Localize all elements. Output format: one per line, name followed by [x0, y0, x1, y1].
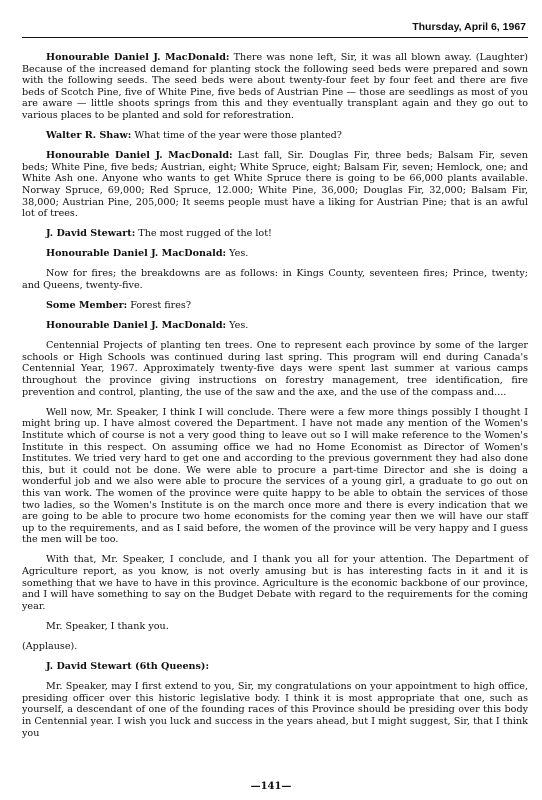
- speaker-name: Walter R. Shaw:: [46, 130, 132, 142]
- paragraph: [22, 661, 528, 673]
- paragraph: [22, 52, 528, 122]
- paragraph-text: Yes.: [226, 320, 249, 332]
- paragraph-text: Well now, Mr. Speaker, I think I will conclude. There were a few more things possibly I thought I might bring up. I have almost covered the Department. I have not made any mention of the Women's Institute which of course is not a very good thing to leave out so I will make reference to the Women's Institute in this respect. On assuming office we had no Home Economist as Director of Women's Institutes. We tried very hard to get one and according to the previous government they had also done this, but it could not be done. We were able to procure a part-time Director and she is doing a wonderful job and we also were able to procure the services of a young girl, a graduate to go out on this van work. The women of the province were quite happy to be able to obtain the services of those two ladies, so the Women's Institute is on the march once more and there is every indication that we are going to be able to procure two home economists for the coming year then we will have our staff up to the requirements, and as I said before, the women of the province will be very happy and I guess the men will be too.: [22, 406, 528, 546]
- speaker-name: J. David Stewart (6th Queens):: [46, 661, 209, 673]
- paragraph-text: There was none left, Sir, it was all blown away. (Laughter) Because of the increased demand for planting stock the following seed beds were prepared and sown with the following seeds. The seed beds were about twenty-four feet by four feet and there are five beds of Scotch Pine, five of White Pine, five beds of Austrian Pine — those are seedlings as most of you are aware — little shoots springs from this and they eventually transplant again and they go out to various places to be planted and sold for reforestration.: [22, 52, 528, 121]
- paragraph-text: Yes.: [226, 248, 249, 260]
- speaker-name: Honourable Daniel J. MacDonald:: [46, 248, 227, 260]
- paragraph-text: Mr. Speaker, I thank you.: [46, 620, 169, 632]
- transcript-body: [22, 38, 528, 739]
- paragraph: [22, 554, 528, 612]
- page-number: —141—: [250, 781, 292, 792]
- paragraph: [22, 340, 528, 398]
- paragraph: [22, 228, 528, 240]
- paragraph: [22, 300, 528, 312]
- paragraph-text: Forest fires?: [127, 300, 191, 312]
- paragraph-text: Centennial Projects of planting ten trees. One to represent each province by some of the larger schools or High Schools was continued during last spring. This program will end during Canada's Centennial Year, 1967. Approximately twenty-five days were spent last summer at various camps throughout the province giving instructions on forestry management, tree identification, fire prevention and control, planting, the use of the saw and the axe, and the use of the compass and....: [22, 340, 528, 398]
- paragraph: [22, 681, 528, 739]
- paragraph-text: With that, Mr. Speaker, I conclude, and I thank you all for your attention. The Department of Agriculture report, as you know, is not overly amusing but is has interesting facts in it and it is something that we have to have in this province. Agriculture is the economic backbone of our province, and I will have something to say on the Budget Debate with regard to the requirements for the coming year.: [22, 554, 528, 612]
- speaker-name: Honourable Daniel J. MacDonald:: [46, 320, 227, 332]
- paragraph-text: Last fall, Sir. Douglas Fir, three beds; Balsam Fir, seven beds; White Pine, five beds; Austrian, eight; White Spruce, eight; Balsam Fir, seven; Hemlock, one; and White Ash one. Anyone who wants to get White Spruce there is going to be 66,000 plants available. Norway Spruce, 69,000; Red Spruce, 12.000; White Pine, 36,000; Douglas Fir, 32,000; Balsam Fir, 38,000; Austrian Pine, 205,000; It seems people must have a liking for Austrian Pine; that is an awful lot of trees.: [22, 150, 528, 220]
- speaker-name: J. David Stewart:: [46, 228, 136, 240]
- paragraph: [22, 320, 528, 332]
- paragraph-text: (Applause).: [22, 640, 78, 652]
- paragraph-text: Mr. Speaker, may I first extend to you, Sir, my congratulations on your appointment to high office, presiding officer over this historic legislative body. I think it is most appropriate that one, such as yourself, a descendant of one of the founding races of this Province should be presiding over this body in Centennial year. I wish you luck and success in the years ahead, but I might suggest, Sir, that I think you: [22, 681, 528, 739]
- speaker-name: Some Member:: [46, 300, 128, 312]
- paragraph: [22, 621, 528, 633]
- header-date: Thursday, April 6, 1967: [412, 21, 526, 33]
- speaker-name: Honourable Daniel J. MacDonald:: [46, 150, 233, 162]
- speaker-name: Honourable Daniel J. MacDonald:: [46, 52, 230, 63]
- paragraph: [22, 641, 528, 653]
- paragraph: [22, 268, 528, 291]
- paragraph: [22, 407, 528, 546]
- paragraph: [22, 248, 528, 260]
- paragraph: [22, 130, 528, 142]
- paragraph-text: What time of the year were those planted?: [131, 130, 342, 142]
- page-header: [22, 0, 528, 38]
- paragraph-text: Now for fires; the breakdowns are as follows: in Kings County, seventeen fires; Prince, twenty; and Queens, twenty-five.: [22, 268, 528, 291]
- paragraph: [22, 150, 528, 220]
- paragraph-text: The most rugged of the lot!: [135, 228, 272, 240]
